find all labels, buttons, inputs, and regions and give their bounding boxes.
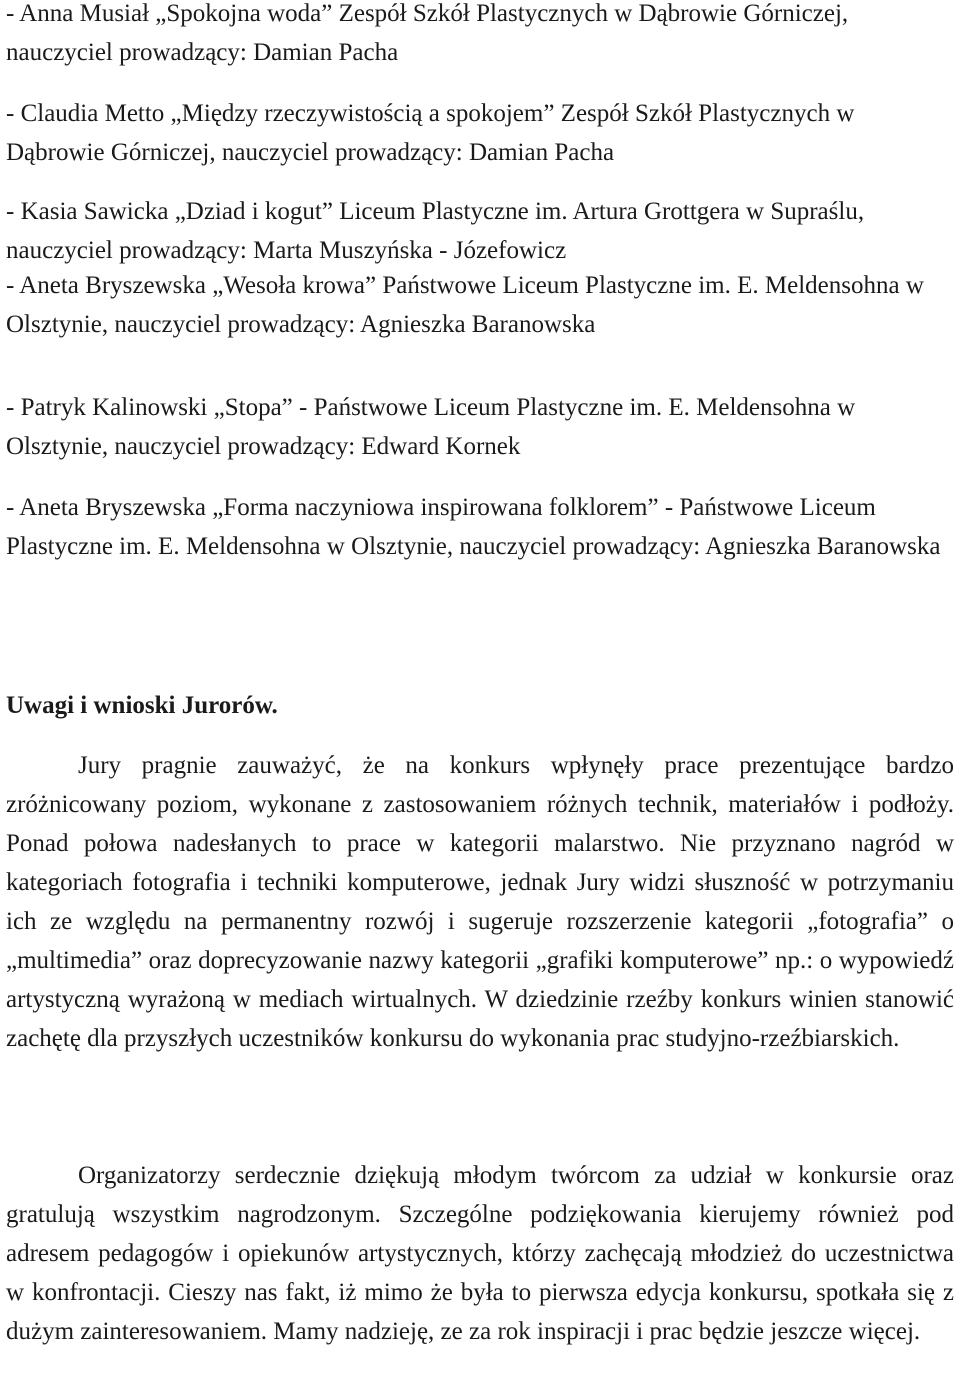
section-heading: Uwagi i wnioski Jurorów.: [6, 692, 278, 719]
award-entry-1: - Anna Musiał „Spokojna woda” Zespół Szkół Plastycznych w Dąbrowie Górniczej, nauczyciel prowadzący: Damian Pacha: [6, 0, 849, 66]
award-entry-5: - Patryk Kalinowski „Stopa” - Państwowe Liceum Plastyczne im. E. Meldensohna w Olsztynie, nauczyciel prowadzący: Edward Kornek: [6, 394, 856, 460]
thanks-paragraph: Organizatorzy serdecznie dziękują młodym twórcom za udział w konkursie oraz gratulują wszystkim nagrodzonym. Szczególne podziękowania kierujemy również pod adresem pedagogów i opiekunów artystycznych, którzy zachęcają młodzież do uczestnictwa w konfrontacji. Cieszy nas fakt, iż mimo że była to pierwsza edycja konkursu, spotkała się z dużym zainteresowaniem. Mamy nadzieję, ze za rok inspiracji i prac będzie jeszcze więcej.: [6, 1162, 954, 1345]
award-entry-6: - Aneta Bryszewska „Forma naczyniowa inspirowana folklorem” - Państwowe Liceum Plastyczne im. E. Meldensohna w Olsztynie, nauczyciel prowadzący: Agnieszka Baranowska: [6, 494, 941, 560]
jury-remarks-paragraph: Jury pragnie zauważyć, że na konkurs wpłynęły prace prezentujące bardzo zróżnicowany poziom, wykonane z zastosowaniem różnych technik, materiałów i podłoży. Ponad połowa nadesłanych to prace w kategorii malarstwo. Nie przyznano nagród w kategoriach fotografia i techniki komputerowe, jednak Jury widzi słuszność w potrzymaniu ich ze względu na permanentny rozwój i sugeruje rozszerzenie kategorii „fotografia” o „multimedia” oraz doprecyzowanie nazwy kategorii „grafiki komputerowe” np.: o wypowiedź artystyczną wyrażoną w mediach wirtualnych. W dziedzinie rzeźby konkurs winien stanowić zachętę dla przyszłych uczestników konkursu do wykonania prac studyjno-rzeźbiarskich.: [6, 752, 954, 1052]
award-entry-2: - Claudia Metto „Między rzeczywistością a spokojem” Zespół Szkół Plastycznych w Dąbrowie Górniczej, nauczyciel prowadzący: Damian Pacha: [6, 100, 855, 166]
award-entry-3: - Kasia Sawicka „Dziad i kogut” Liceum Plastyczne im. Artura Grottgera w Supraślu, nauczyciel prowadzący: Marta Muszyńska - Józefowicz: [6, 198, 865, 264]
award-entry-4: - Aneta Bryszewska „Wesoła krowa” Państwowe Liceum Plastyczne im. E. Meldensohna w Olsztynie, nauczyciel prowadzący: Agnieszka Baranowska: [6, 272, 924, 338]
